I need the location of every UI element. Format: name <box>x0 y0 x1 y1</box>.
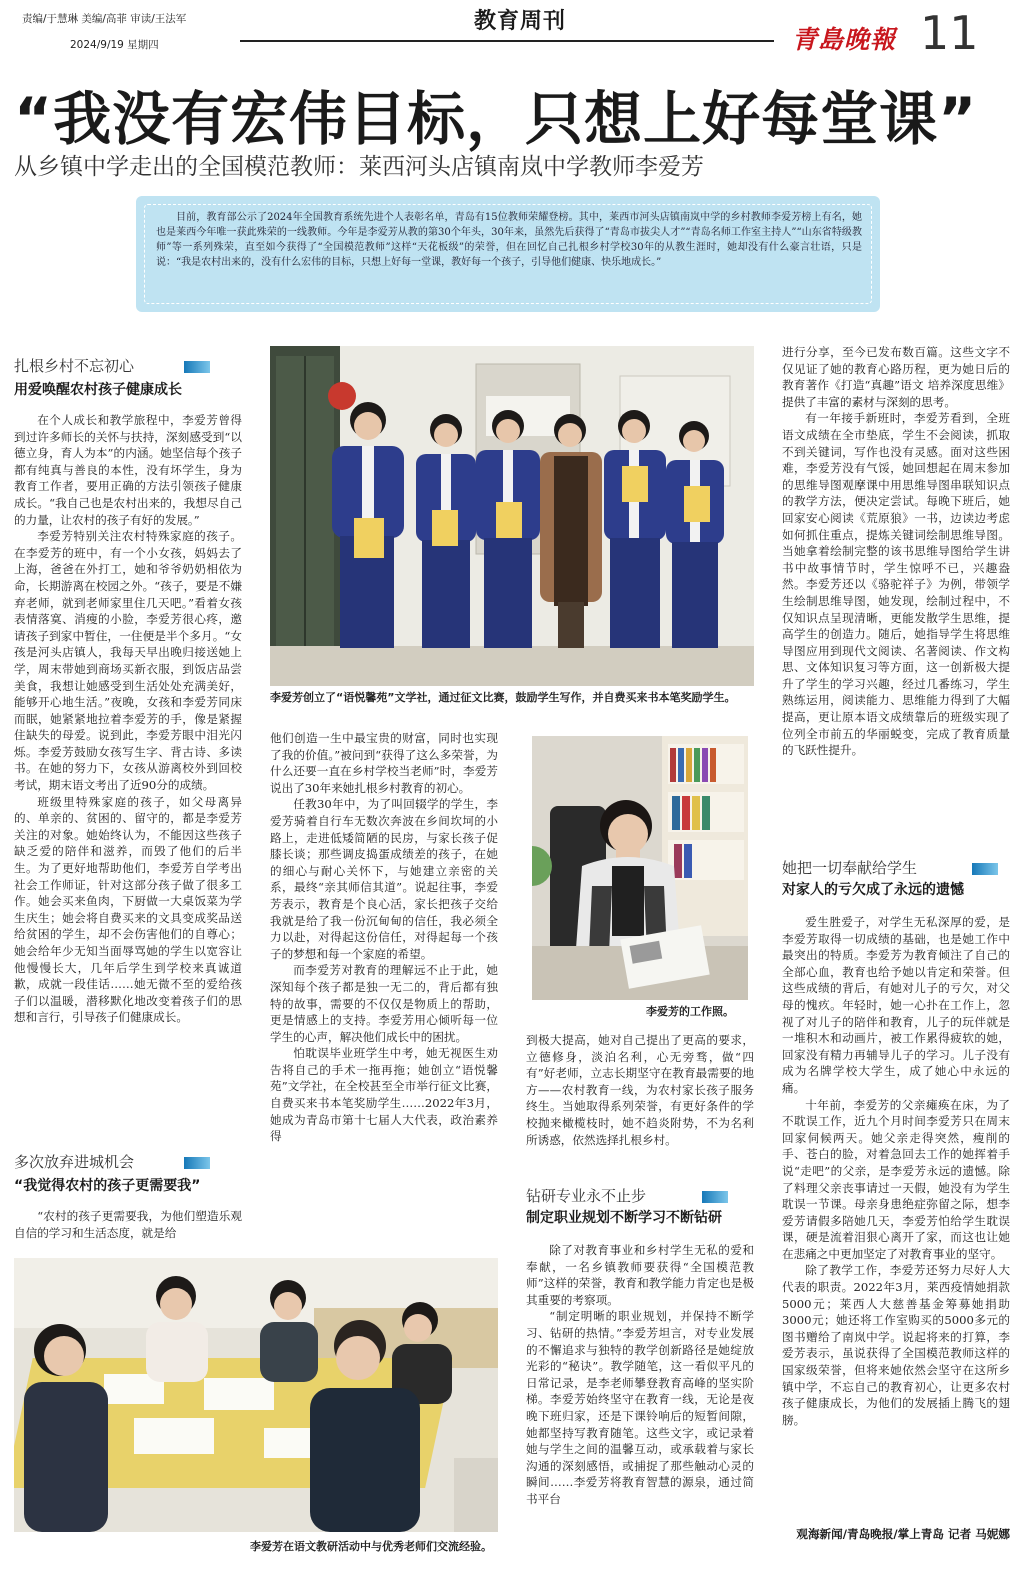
section-4-subtitle: 对家人的亏欠成了永远的遗憾 <box>782 882 964 898</box>
column-3-top <box>526 1032 754 1180</box>
section-2-title: 多次放弃进城机会 <box>14 1153 135 1171</box>
teacher-photo-illustration <box>532 736 748 1000</box>
section-2-bar <box>184 1157 210 1169</box>
photo-2-caption: 李爱芳的工作照。 <box>646 1005 734 1018</box>
column-2-body <box>270 730 498 1246</box>
column-1-tail <box>14 1208 242 1244</box>
meeting-photo-illustration <box>14 1258 498 1532</box>
section-1-bar <box>184 361 210 373</box>
paragraph: 有一年接手新班时，李爱芳看到，全班语文成绩在全市垫底，学生不会阅读，抓取不到关键词，写作也没有灵感。面对这些困难，李爱芳没有气馁，她回想起在周末参加的思维导图观摩课中用思维导图串联知识点的教学方法，便决定尝试。每晚下班后，她回家安心阅读《荒原狼》一书，边读边考虑如何抓住重点，提炼关键词绘制思维导图。当她拿着绘制完整的该书思维导图给学生讲书中故事情节时，学生惊呼不已，兴趣盎然。李爱芳还以《骆驼祥子》为例，带领学生绘制思维导图，她发现，绘制过程中，不仅知识点呈现清晰，更能发散学生思维，提高学生的创造力。随后，她指导学生将思维导图应用到现代文阅读、名著阅读、作文构思、文体知识复习等方面，这一创新极大提升了学生的学习兴趣，经过几番练习，学生熟练运用，阅读能力、思维能力得到了大幅提高，更让原本语文成绩靠后的班级实现了位列全市前五的华丽蜕变，完成了教育质量的飞跃性提升。 <box>782 411 1010 758</box>
headline: “我没有宏伟目标，只想上好每堂课” <box>14 85 978 153</box>
paragraph: 除了对教育事业和乡村学生无私的爱和奉献，一名乡镇教师要获得“全国模范教师”这样的荣誉，教育和教学能力肯定也是极其重要的考察项。 <box>526 1243 754 1307</box>
header-rule <box>240 40 774 42</box>
paragraph: 除了教学工作，李爱芳还努力尽好人大代表的职责。2022年3月，莱西疫情她捐款5000元；莱西人大慈善基金筹募她捐助3000元；她还将工作室购买的5000多元的图书赠给了南岚中学。说起将来的打算，李爱芳表示，虽说获得了全国模范教师这样的国家级荣誉，但将来她依然会坚守在这所乡镇中学，不忘自己的教育初心，让更多农村孩子健康成长，为他们的发展插上腾飞的翅膀。 <box>782 1263 1010 1427</box>
paragraph: 李爱芳特别关注农村特殊家庭的孩子。在李爱芳的班中，有一个小女孩，妈妈去了上海，爸爸在外打工，她和爷爷奶奶相依为命，长期游离在校园之外。“孩子，要是不嫌弃老师，就到老师家里住几天吧。”看着女孩表情落寞、消瘦的小脸，李爱芳很心疼，邀请孩子到家中暂住，一住便是半个多月。“女孩是河头店镇人，我每天早出晚归接送她上学，周末带她到商场买新衣服，到饭店品尝美食，我想让她感受到生活处处充满美好，能够开心地生活。”夜晚，女孩和李爱芳同床而眠，她紧紧地拉着李爱芳的手，像是紧握住缺失的母爱。说到此，李爱芳眼中泪光闪烁。李爱芳鼓励女孩写生字、背古诗、多读书。在她的努力下，女孩从游离校外到回校考试，期末语文考出了近90分的成绩。 <box>14 529 242 793</box>
section-1-title: 扎根乡村不忘初心 <box>14 357 135 375</box>
students-photo-illustration <box>270 346 754 686</box>
column-4-body <box>782 914 1010 1520</box>
subheadline: 从乡镇中学走出的全国模范教师：莱西河头店镇南岚中学教师李爱芳 <box>14 154 704 180</box>
paragraph: 任教30年中，为了叫回辍学的学生，李爱芳骑着自行车无数次奔波在乡间坎坷的小路上，走进低矮简陋的民房，与家长孩子促膝长谈；那些调皮捣蛋成绩差的孩子，在她的细心与耐心关怀下，与她建立亲密的关系，最终“亲其师信其道”。说起往事，李爱芳表示，教育是个良心活，家长把孩子交给我就是给了我一份沉甸甸的信任，我必须全力以赴，对得起这份信任，对得起每一个孩子的梦想和每一个家庭的希望。 <box>270 797 498 961</box>
section-2-subtitle: “我觉得农村的孩子更需要我” <box>14 1178 201 1194</box>
photo-teaching-research-meeting <box>14 1258 498 1532</box>
paragraph: 爱生胜爱子，对学生无私深厚的爱，是李爱芳取得一切成绩的基础，也是她工作中最突出的特质。李爱芳为教育倾注了自己的全部心血，教育也给予她以肯定和荣誉。但这些成绩的背后，有她对儿子的亏欠，对父母的愧疚。年轻时，她一心扑在工作上，忽视了对儿子的陪伴和教育，儿子的玩伴就是一堆积木和动画片，被工作累得疲软的她，回家没有精力再辅导儿子的学习。儿子没有成为名牌学校大学生，成了她心中永远的痛。 <box>782 915 1010 1095</box>
intro-text: 目前，教育部公示了2024年全国教育系统先进个人表彰名单，青岛有15位教师荣耀登榜。其中，莱西市河头店镇南岚中学的乡村教师李爱芳榜上有名，她也是莱西今年唯一获此殊荣的一线教师。今年是李爱芳从教的第30个年头，30年来，虽然先后获得了“青岛市拔尖人才”“青岛名师工作室主持人”“山东省特级教师”等一系列殊荣，直至如今获得了“全国模范教师”这样“天花板级”的荣誉，但在回忆自己扎根乡村学校30年的从教生涯时，她却没有什么豪言壮语，只是说：“我是农村出来的，没有什么宏伟的目标，只想上好每一堂课，教好每一个孩子，引导他们健康、快乐地成长。” <box>156 212 862 268</box>
paragraph: “农村的孩子更需要我，为他们塑造乐观自信的学习和生活态度，就是给 <box>14 1209 242 1240</box>
section-4-bar <box>972 863 998 875</box>
column-3-body <box>526 1242 754 1564</box>
photo-teacher-at-work <box>532 736 748 1000</box>
column-1-body <box>14 412 242 1140</box>
column-4-top <box>782 344 1010 846</box>
paragraph: 他们创造一生中最宝贵的财富，同时也实现了我的价值。”被问到“获得了这么多荣誉，为什么还要一直在乡村学校当老师”时，李爱芳说出了30年来她扎根乡村教育的初心。 <box>270 731 498 795</box>
photo-3-caption: 李爱芳在语文教研活动中与优秀老师们交流经验。 <box>250 1540 492 1553</box>
paragraph: 班级里特殊家庭的孩子，如父母离异的、单亲的、贫困的、留守的，都是李爱芳关注的对象。她始终认为，不能因这些孩子缺乏爱的陪伴和滋养，而毁了他们的后半生。为了更好地帮助他们，李爱芳自学考出社会工作师证，针对这部分孩子做了很多工作。她会买来鱼肉，下厨做一大桌饭菜为学生庆生；她会将自费买来的文具变成奖品送给贫困的学生，却不会伤害他们的自尊心；她会给年少无知当面辱骂她的学生以宽容让他慢慢长大，几年后学生到学校来真诚道歉，成就一段佳话……她无微不至的爱给孩子们以温暖，潜移默化地改变着孩子们的思想和言行，引导孩子们健康成长。 <box>14 794 242 1025</box>
newspaper-logo: 青島晚報 <box>792 25 897 54</box>
paragraph: 在个人成长和教学旅程中，李爱芳曾得到过许多师长的关怀与扶持，深刻感受到“以德立身，育人为本”的内涵。她坚信每个孩子都有纯真与善良的本性，没有坏学生，身为教育工作者，要用正确的方法引领孩子健康成长。“我自己也是农村出来的，我想尽自己的力量，让农村的孩子有好的发展。” <box>14 413 242 527</box>
photo-1-caption: 李爱芳创立了“语悦馨苑”文学社，通过征文比赛，鼓励学生写作，并自费买来书本笔奖励学生。 <box>270 691 736 704</box>
section-3-subtitle: 制定职业规划不断学习不断钻研 <box>526 1210 722 1226</box>
paragraph: 进行分享，至今已发布数百篇。这些文字不仅见证了她的教育心路历程，更为她日后的教育著作《打造“真趣”语文 培养深度思维》提供了丰富的素材与深刻的思考。 <box>782 345 1010 409</box>
section-3-title: 钻研专业永不止步 <box>526 1187 647 1205</box>
editor-credits: 责编/于慧琳 美编/高菲 审读/王法军 <box>22 13 187 25</box>
photo-students-with-teacher <box>270 346 754 686</box>
paragraph: “制定明晰的职业规划，并保持不断学习、钻研的热情。”李爱芳坦言，对专业发展的不懈追求与独特的教学创新路径是她绽放光彩的“秘诀”。教学随笔，这一看似平凡的日常记录，是李老师攀登教育高峰的坚实阶梯。李爱芳始终坚守在教育一线，无论是夜晚下班归家，还是下课铃响后的短暂间隙，她都坚持写教育随笔。这些文字，或记录着她与学生之间的温馨互动，或承载着与家长沟通的深刻感悟，或捕捉了那些触动心灵的瞬间……李爱芳将教育智慧的源泉，通过简书平台 <box>526 1309 754 1506</box>
paragraph: 到极大提高，她对自己提出了更高的要求，立德修身，淡泊名利，心无旁骛，做“四有”好老师，立志长期坚守在教育最需要的地方——农村教育一线，为农村家长孩子服务终生。当她取得系列荣誉，有更好条件的学校抛来橄榄枝时，她不趋炎附势，不为名利所诱惑，依然选择扎根乡村。 <box>526 1033 754 1147</box>
paragraph: 而李爱芳对教育的理解远不止于此，她深知每个孩子都是独一无二的，背后都有独特的故事，需要的不仅仅是物质上的帮助，更是情感上的支持。李爱芳用心倾听每一位学生的心声，解决他们成长中的困扰。 <box>270 963 498 1044</box>
section-3-bar <box>702 1191 728 1203</box>
issue-date: 2024/9/19 星期四 <box>70 39 159 51</box>
author-byline: 观海新闻/青岛晚报/掌上青岛 记者 马妮娜 <box>796 1527 1010 1541</box>
section-name: 教育周刊 <box>473 9 566 34</box>
section-1-subtitle: 用爱唤醒农村孩子健康成长 <box>14 382 182 398</box>
section-4-title: 她把一切奉献给学生 <box>782 859 918 877</box>
paragraph: 十年前，李爱芳的父亲瘫痪在床，为了不耽误工作，近九个月时间李爱芳只在周末回家伺候两天。她父亲走得突然，瘦削的手、苍白的脸，对着急回去工作的她挥着手说“走吧”的父亲，是李爱芳永远的遗憾。除了料理父亲丧事请过一天假，她没有为学生耽误一节课。母亲身患绝症弥留之际，想李爱芳请假多陪她几天，李爱芳怕给学生耽误课，硬是流着泪狠心离开了家，而这也让她在悲痛之中更加坚定了对教育事业的坚守。 <box>782 1097 1010 1261</box>
paragraph: 怕耽误毕业班学生中考，她无视医生劝告将自己的手术一拖再拖；她创立“语悦馨苑”文学社，在全校甚至全市举行征文比赛，自费买来书本笔奖励学生……2022年3月，她成为青岛市第十七届人大代表，政治素养得 <box>270 1046 498 1144</box>
page-number: 11 <box>920 6 979 60</box>
